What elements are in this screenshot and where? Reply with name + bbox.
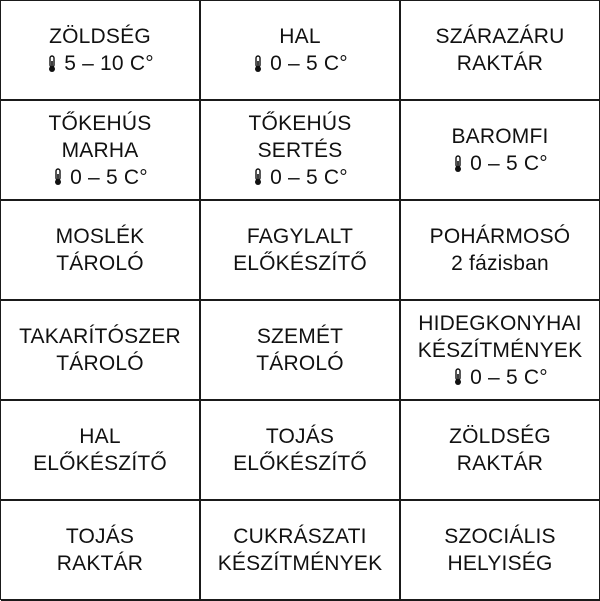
label-cell-szemet-tarolo — [201, 301, 401, 401]
label-line: HELYISÉG — [447, 552, 553, 575]
temperature-range — [452, 150, 548, 177]
label-line: SZOCIÁLIS — [444, 525, 556, 548]
label-cell-tojas-elokeszito — [201, 401, 401, 501]
label-line: ELŐKÉSZÍTŐ — [33, 452, 167, 475]
label-line: ELŐKÉSZÍTŐ — [233, 252, 367, 275]
label-cell-tokehus-sertes — [201, 101, 401, 201]
label-cell-tokehus-marha — [1, 101, 201, 201]
label-cell-moslek-tarolo — [1, 201, 201, 301]
temperature-value: 0 – 5 C° — [470, 152, 548, 175]
thermometer-icon — [452, 368, 464, 386]
label-cell-hidegkonyhai-keszitmenyek — [401, 301, 600, 401]
label-line: SERTÉS — [257, 138, 343, 162]
label-line: TŐKEHÚS — [48, 111, 152, 135]
label-line: TÁROLÓ — [56, 352, 144, 375]
label-cell-poharmoso — [401, 201, 600, 301]
label-line: TÁROLÓ — [256, 352, 344, 375]
label-line: MARHA — [61, 138, 139, 162]
label-cell-szarazaru-raktar — [401, 1, 600, 101]
label-cell-hal — [201, 1, 401, 101]
label-line: MOSLÉK — [55, 225, 145, 248]
temperature-value: 0 – 5 C° — [270, 52, 348, 75]
label-cell-baromfi — [401, 101, 600, 201]
label-line: TAKARÍTÓSZER — [19, 325, 181, 348]
label-line: RAKTÁR — [456, 52, 544, 75]
label-cell-fagylalt-elokeszito — [201, 201, 401, 301]
label-cell-takaritoszer-tarolo — [1, 301, 201, 401]
temperature-value: 5 – 10 C° — [64, 52, 154, 75]
label-line: KÉSZÍTMÉNYEK — [217, 552, 383, 575]
label-line: FAGYLALT — [246, 225, 354, 248]
label-cell-zoldseg-raktar — [401, 401, 600, 501]
label-cell-cukraszati-keszitmenyek — [201, 501, 401, 601]
temperature-range — [46, 50, 154, 77]
label-line: KÉSZÍTMÉNYEK — [417, 338, 583, 362]
label-line: ZÖLDSÉG — [449, 425, 551, 448]
label-line: HAL — [79, 425, 121, 448]
label-cell-tojas-raktar — [1, 501, 201, 601]
label-line: HIDEGKONYHAI — [418, 311, 582, 335]
thermometer-icon — [52, 168, 64, 186]
label-line: RAKTÁR — [56, 552, 144, 575]
label-line: TOJÁS — [265, 425, 335, 448]
label-line: RAKTÁR — [456, 452, 544, 475]
label-line: POHÁRMOSÓ — [429, 225, 571, 248]
label-line: TÁROLÓ — [56, 252, 144, 275]
temperature-value: 0 – 5 C° — [470, 365, 548, 389]
label-line: SZEMÉT — [256, 325, 344, 348]
label-line: TŐKEHÚS — [248, 111, 352, 135]
thermometer-icon — [452, 155, 464, 173]
temperature-value: 0 – 5 C° — [70, 165, 148, 189]
label-cell-hal-elokeszito — [1, 401, 201, 501]
label-line: 2 fázisban — [451, 252, 549, 275]
thermometer-icon — [252, 168, 264, 186]
label-cell-zoldseg — [1, 1, 201, 101]
temperature-range — [252, 164, 348, 191]
label-cell-szocialis-helyiseg — [401, 501, 600, 601]
label-line: CUKRÁSZATI — [233, 525, 367, 548]
label-line: ELŐKÉSZÍTŐ — [233, 452, 367, 475]
label-line: ZÖLDSÉG — [49, 25, 151, 48]
label-line: TOJÁS — [65, 525, 135, 548]
thermometer-icon — [252, 55, 264, 73]
temperature-value: 0 – 5 C° — [270, 165, 348, 189]
temperature-range — [52, 164, 148, 191]
label-line: BAROMFI — [451, 125, 549, 148]
label-line: HAL — [279, 25, 321, 48]
temperature-range — [252, 50, 348, 77]
label-line: SZÁRAZÁRU — [435, 25, 565, 48]
thermometer-icon — [46, 55, 58, 73]
temperature-range — [452, 364, 548, 391]
